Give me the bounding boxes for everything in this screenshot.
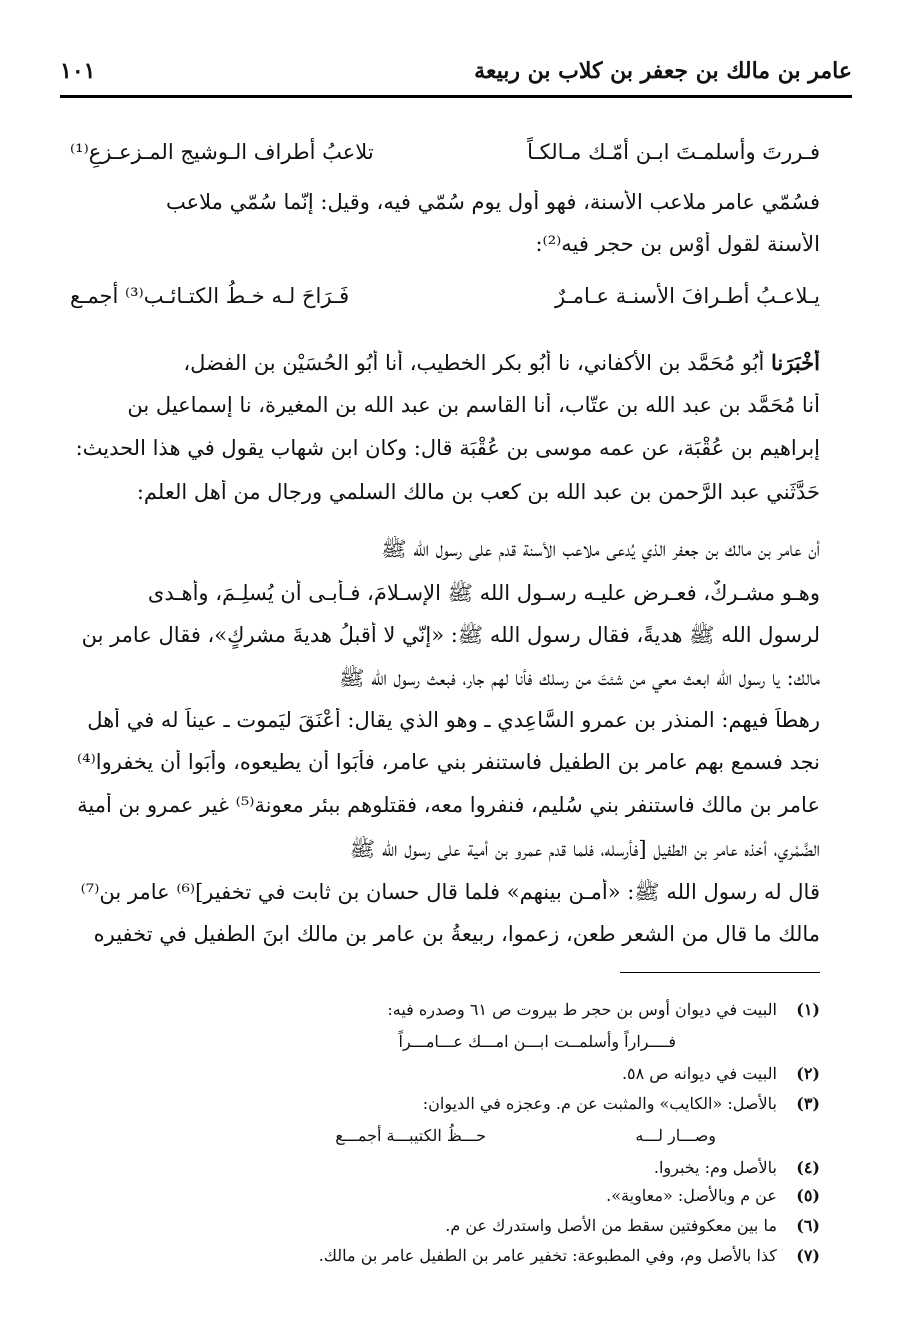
verse-1-hemistich-2: تلاعبُ أطراف الـوشيج المـزعـزعِ⁽¹⁾ — [70, 140, 374, 164]
footnote-number: (٧) — [796, 1246, 820, 1265]
footnote-7 — [70, 1246, 820, 1265]
footnote-1 — [70, 1000, 820, 1019]
text-line: عامر بن مالك فاستنفر بني سُليم، فنفروا معه، فقتلوهم ببئر معونة⁽⁵⁾ غير عمرو بن أمية — [77, 793, 820, 817]
header-title: عامر بن مالك بن جعفر بن كلاب بن ربيعة — [474, 58, 852, 84]
running-header — [60, 52, 852, 92]
isnad-line: أنا مُحَمَّد بن عبد الله بن عتّاب، أنا القاسم بن عبد الله بن المغيرة، نا إسماعيل بن — [127, 393, 820, 417]
text-line: أن عامر بن مالك بن جعفر الذي يُدعى ملاعب الأسنة قدم على رسول الله ﷺ — [381, 537, 820, 561]
verse-2-hemistich-1: يـلاعـبُ أطـرافَ الأسنـة عـامـرٌ — [555, 284, 820, 308]
verse-2-hemistich-2: فَـرَاحَ لـه خـطُ الكتـائـب⁽³⁾ أجمـع — [70, 284, 350, 308]
footnote-text: بالأصل: «الكايب» والمثبت عن م. وعجزه في الديوان: — [422, 1094, 777, 1113]
isnad-line: حَدَّثَني عبد الرَّحمن بن عبد الله بن كعب بن مالك السلمي ورجال من أهل العلم: — [136, 480, 820, 504]
footnote-3 — [70, 1094, 820, 1113]
verse-1-hemistich-1: فـررتَ وأسلمـتَ ابـن أمّـك مـالكـاً — [527, 140, 820, 164]
page-number: ١٠١ — [60, 58, 96, 84]
isnad-line — [70, 350, 820, 375]
text-line: الأسنة لقول أَوْس بن حجر فيه⁽²⁾: — [535, 232, 820, 256]
text-line: مالك: يا رسول الله ابعث معي من شئتَ من رسلك فأنا لهم جار، فبعث رسول الله ﷺ — [339, 666, 820, 690]
footnote-4 — [70, 1158, 820, 1177]
footnote-number: (٤) — [796, 1158, 820, 1177]
isnad-lead: أَخْبَرَنا — [771, 350, 820, 375]
footnote-rule — [620, 972, 820, 973]
footnote-text: عن م وبالأصل: «معاوية». — [606, 1186, 777, 1205]
footnote-number: (٢) — [796, 1064, 820, 1083]
footnote-5 — [70, 1186, 820, 1205]
footnote-number: (٥) — [796, 1186, 820, 1205]
footnote-1-verse: فــــراراً وأسلمــت ابـــن امـــك عـــامـــراً — [398, 1032, 676, 1051]
text-line: رهطاً فيهم: المنذر بن عمرو السَّاعِدي ـ وهو الذي يقال: أَعْنَقَ ليَموت ـ عيناً له في أهل — [87, 708, 820, 732]
footnote-number: (٦) — [796, 1216, 820, 1235]
footnote-3-verse-b: حـــظُ الكتيبـــة أجمـــع — [335, 1126, 486, 1145]
footnote-3-verse-a: وصـــار لـــه — [635, 1126, 716, 1145]
footnote-text: البيت في ديوان أوس بن حجر ط بيروت ص ٦١ وصدره فيه: — [387, 1000, 777, 1019]
footnote-text: البيت في ديوانه ص ٥٨. — [621, 1064, 777, 1083]
footnote-number: (١) — [796, 1000, 820, 1019]
header-rule — [60, 95, 852, 98]
footnote-text: بالأصل وم: يخبروا. — [653, 1158, 777, 1177]
text-line: الضَّمْري، أخذه عامر بن الطفيل [فأرسله، فلما قدم عمرو بن أمية على رسول الله ﷺ — [349, 837, 820, 861]
isnad-text: أَبُو مُحَمَّد بن الأكفاني، نا أَبُو بكر الخطيب، أنا أَبُو الحُسَيْن بن الفضل، — [183, 351, 765, 375]
footnote-6 — [70, 1216, 820, 1235]
footnote-text: كذا بالأصل وم، وفي المطبوعة: تخفير عامر بن الطفيل عامر بن مالك. — [318, 1246, 777, 1265]
footnote-text: ما بين معكوفتين سقط من الأصل واستدرك عن م. — [445, 1216, 777, 1235]
text-line: وهـو مشـركٌ، فعـرض عليـه رسـول الله ﷺ الإسـلامَ، فـأبـى أن يُسلِـمَ، وأهـدى — [147, 581, 820, 605]
text-line: نجد فسمع بهم عامر بن الطفيل فاستنفر بني عامر، فأَبَوا أن يطيعوه، وأَبَوا أن يخفروا⁽⁴⁾ — [76, 750, 820, 774]
isnad-line: إبراهيم بن عُقْبَة، عن عمه موسى بن عُقْبَة قال: وكان ابن شهاب يقول في هذا الحديث: — [75, 436, 820, 460]
text-line: فسُمّي عامر ملاعب الأسنة، فهو أول يوم سُمّي فيه، وقيل: إنّما سُمّي ملاعب — [165, 190, 820, 214]
text-line: لرسول الله ﷺ هديةً، فقال رسول الله ﷺ: «إنّي لا أقبلُ هديةَ مشركٍ»، فقال عامر بن — [81, 623, 820, 647]
footnote-number: (٣) — [796, 1094, 820, 1113]
text-line: قال له رسول الله ﷺ: «أمـن بينهم» فلما قال حسان بن ثابت في تخفير]⁽⁶⁾ عامر بن⁽⁷⁾ — [80, 880, 820, 904]
text-line: مالك ما قال من الشعر طعن، زعموا، ربيعةُ بن عامر بن مالك ابنَ الطفيل في تخفيره — [93, 922, 820, 946]
footnote-2 — [70, 1064, 820, 1083]
